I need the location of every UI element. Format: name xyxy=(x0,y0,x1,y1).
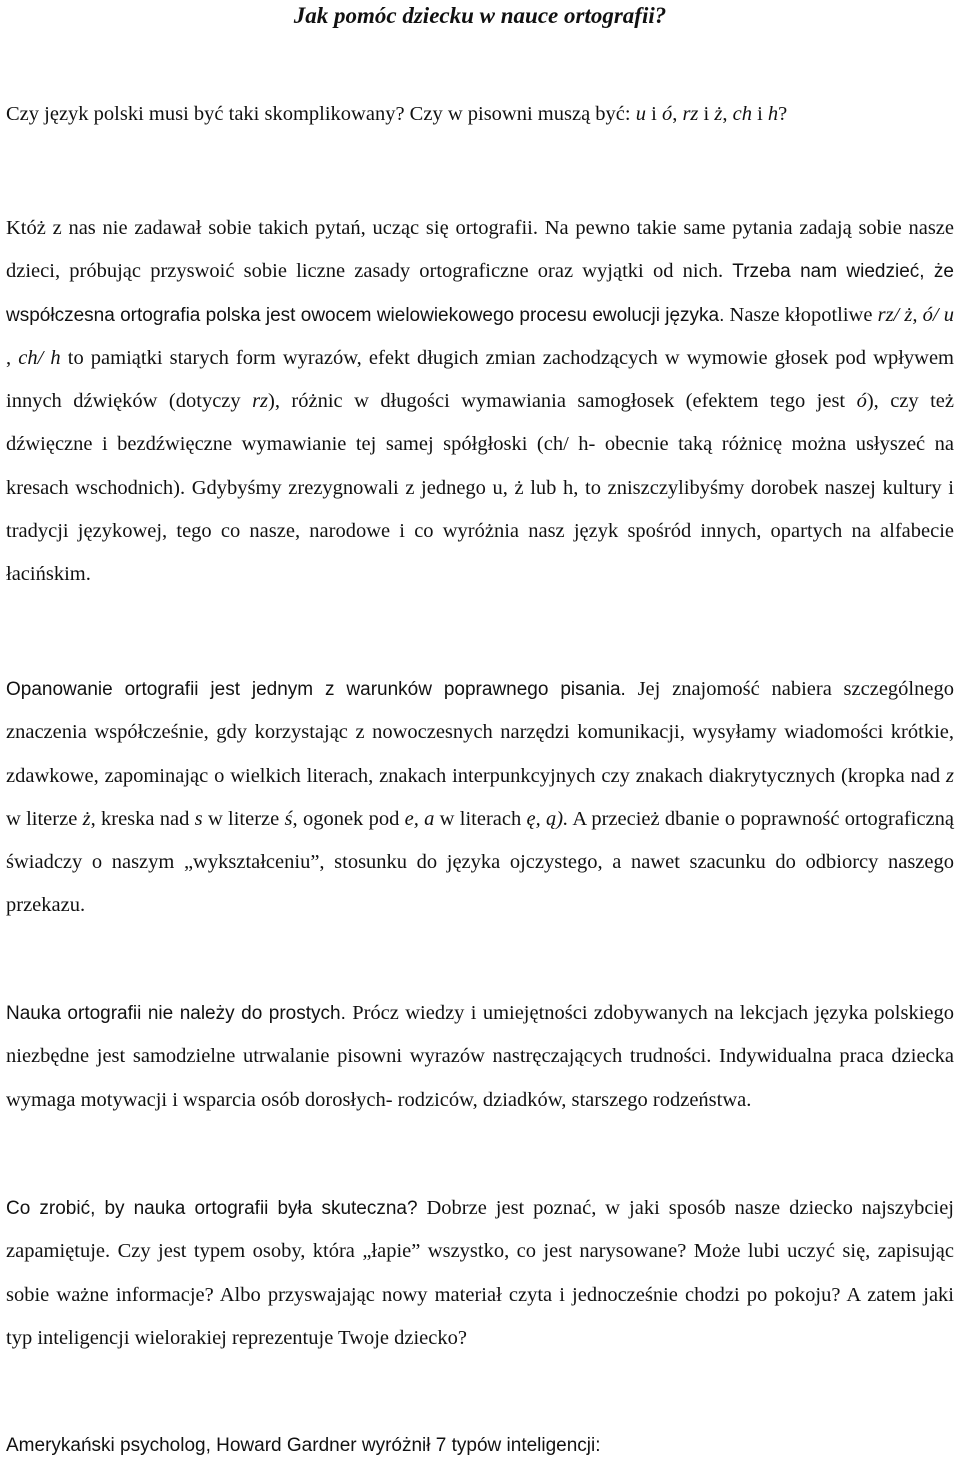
paragraph-gardner xyxy=(6,1424,954,1467)
text-segment: u xyxy=(635,103,646,125)
text-segment: Któż z nas nie zadawał sobie takich pytań, ucząc się ortografii. Na pewno takie same pytania zadają sobie nasze dzieci, próbując przyswoić sobie liczne zasady ortograficzne oraz wyjątki od nich. xyxy=(6,217,954,283)
text-segment: w literze xyxy=(6,807,83,830)
text-segment: rz xyxy=(682,103,699,125)
paragraph-history xyxy=(6,207,954,597)
text-segment: e, a xyxy=(404,807,435,830)
text-segment: rz/ ż, ó/ u xyxy=(877,303,955,326)
text-segment: ), czy też dźwięczne i bezdźwięczne wymawianie tej samej spółgłoski (ch/ h- obecnie taką różnicę można usłyszeć na kresach wschodnich). Gdybyśmy zrezygnowali z jednego u, ż lub h, to zniszczylibyśmy dorobek naszej kultury i tradycji językowej, tego co nasze, narodowe i co wyróżnia nasz język spośród innych, opartych na alfabecie łacińskim. xyxy=(6,390,954,586)
paragraph-learning xyxy=(6,992,954,1122)
text-segment: w literze xyxy=(202,807,285,830)
text-segment: ę, ą). xyxy=(526,807,569,830)
text-segment: Dobrze jest poznać, w jaki sposób nasze dziecko najszybciej zapamiętuje. Czy jest typem osoby, która „łapie” wszystko, co jest narysowane? Może lubi uczyć się, zapisując sobie ważne informacje? Albo przyswajając nowy materiał czyta i jednocześnie chodzi po pokoju? A zatem jaki typ inteligencji wielorakiej reprezentuje Twoje dziecko? xyxy=(6,1197,954,1349)
text-segment: ś xyxy=(284,807,293,830)
paragraph-what-to-do xyxy=(6,1187,954,1360)
text-segment: z xyxy=(946,764,954,787)
text-segment: ch/ h xyxy=(18,346,61,369)
paragraph-mastery xyxy=(6,668,954,928)
text-segment: ż xyxy=(714,103,723,125)
text-segment: ch xyxy=(732,103,752,125)
text-segment: , xyxy=(672,103,683,125)
text-segment: i xyxy=(751,103,768,125)
text-segment: , xyxy=(6,346,19,369)
text-segment: Nasze kłopotliwe xyxy=(724,303,878,326)
text-segment: Jej znajomość nabiera szczególnego znaczenia współcześnie, gdy korzystając z nowoczesnych narzędzi komunikacji, wysyłamy wiadomości krótkie, zdawkowe, zapominając o wielkich literach, znakach interpunkcyjnych czy znakach diakrytycznych (kropka nad xyxy=(6,678,954,787)
text-segment: , kreska nad xyxy=(90,807,195,830)
text-segment: , ogonek pod xyxy=(292,807,405,830)
text-segment: , xyxy=(722,103,733,125)
text-segment: Prócz wiedzy i umiejętności zdobywanych na lekcjach języka polskiego niezbędne jest samodzielne utrwalanie pisowni wyrazów nastręczających trudności. Indywidualna praca dziecka wymaga motywacji i wsparcia osób dorosłych- rodziców, dziadków, starszego rodzeństwa. xyxy=(6,1002,955,1111)
text-segment: Co zrobić, by nauka ortografii była skuteczna? xyxy=(6,1198,418,1219)
text-segment: s xyxy=(194,807,203,830)
text-segment: ó xyxy=(856,390,867,413)
text-segment: ? xyxy=(778,103,788,125)
text-segment: h xyxy=(767,103,779,125)
text-segment: Opanowanie ortografii jest jednym z warunków poprawnego pisania. xyxy=(6,679,626,700)
text-segment: ), różnic w długości wymawiania samogłosek (efektem tego jest xyxy=(268,390,857,413)
document-title: Jak pomóc dziecku w nauce ortografii? xyxy=(293,3,667,28)
text-segment: ó xyxy=(661,103,673,125)
text-segment: Amerykański psycholog, Howard Gardner wyróżnił 7 typów inteligencji: xyxy=(6,1435,601,1456)
text-segment: ż xyxy=(82,807,91,830)
paragraph-intro-question xyxy=(6,96,954,133)
text-segment: A przecież dbanie o poprawność ortograficzną świadczy o naszym „wykształceniu”, stosunku do języka ojczystego, a nawet szacunku do odbiorcy naszego przekazu. xyxy=(6,807,955,917)
text-segment: rz xyxy=(252,390,269,413)
text-segment: Czy język polski musi być taki skomplikowany? Czy w pisowni muszą być: xyxy=(6,103,636,125)
text-segment: i xyxy=(645,103,662,125)
text-segment: Trzeba nam wiedzieć, że współczesna ortografia polska jest owocem wielowiekowego procesu ewolucji języka. xyxy=(6,261,954,326)
text-segment: w literach xyxy=(434,807,527,830)
text-segment: to pamiątki starych form wyrazów, efekt długich zmian zachodzących w wymowie głosek pod wpływem innych dźwięków (dotyczy xyxy=(6,346,955,413)
text-segment: Nauka ortografii nie należy do prostych. xyxy=(6,1003,346,1024)
text-segment: i xyxy=(698,103,715,125)
